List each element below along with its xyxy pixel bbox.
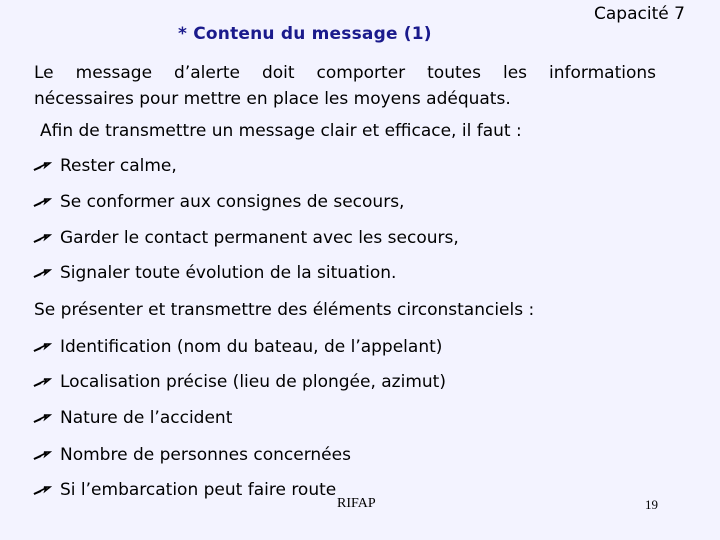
arrow-bullet-icon	[32, 231, 52, 245]
list-item	[32, 263, 396, 283]
arrow-bullet-icon	[32, 448, 52, 462]
list-item	[32, 445, 351, 465]
list-item	[32, 372, 446, 392]
slide-title: * Contenu du message (1)	[178, 24, 432, 44]
list-item-text: Nature de l’accident	[60, 408, 233, 428]
section2-heading: Se présenter et transmettre des éléments circonstanciels :	[34, 300, 535, 320]
list-item-text: Identification (nom du bateau, de l’appelant)	[60, 337, 443, 357]
list-item-text: Nombre de personnes concernées	[60, 445, 351, 465]
intro-paragraph	[34, 60, 656, 112]
arrow-bullet-icon	[32, 195, 52, 209]
list-item-text: Rester calme,	[60, 156, 177, 176]
arrow-bullet-icon	[32, 266, 52, 280]
list-item	[32, 480, 336, 500]
capacite-label: Capacité 7	[594, 4, 685, 24]
arrow-bullet-icon	[32, 159, 52, 173]
footer-label: RIFAP	[337, 496, 376, 511]
list-item-text: Localisation précise (lieu de plongée, azimut)	[60, 372, 446, 392]
intro-line-1: Le message d’alerte doit comporter toutes les informations	[34, 63, 656, 83]
section1-heading: Afin de transmettre un message clair et efficace, il faut :	[40, 121, 522, 141]
page-number: 19	[645, 497, 658, 512]
arrow-bullet-icon	[32, 483, 52, 497]
arrow-bullet-icon	[32, 411, 52, 425]
list-item	[32, 156, 177, 176]
list-item	[32, 192, 404, 212]
list-item	[32, 337, 442, 357]
list-item-text: Se conformer aux consignes de secours,	[60, 192, 405, 212]
list-item	[32, 228, 459, 248]
list-item-text: Si l’embarcation peut faire route	[60, 480, 337, 500]
arrow-bullet-icon	[32, 375, 52, 389]
list-item	[32, 408, 232, 428]
arrow-bullet-icon	[32, 340, 52, 354]
intro-line-2: nécessaires pour mettre en place les moyens adéquats.	[34, 89, 511, 109]
list-item-text: Garder le contact permanent avec les secours,	[60, 228, 459, 248]
list-item-text: Signaler toute évolution de la situation.	[60, 263, 397, 283]
